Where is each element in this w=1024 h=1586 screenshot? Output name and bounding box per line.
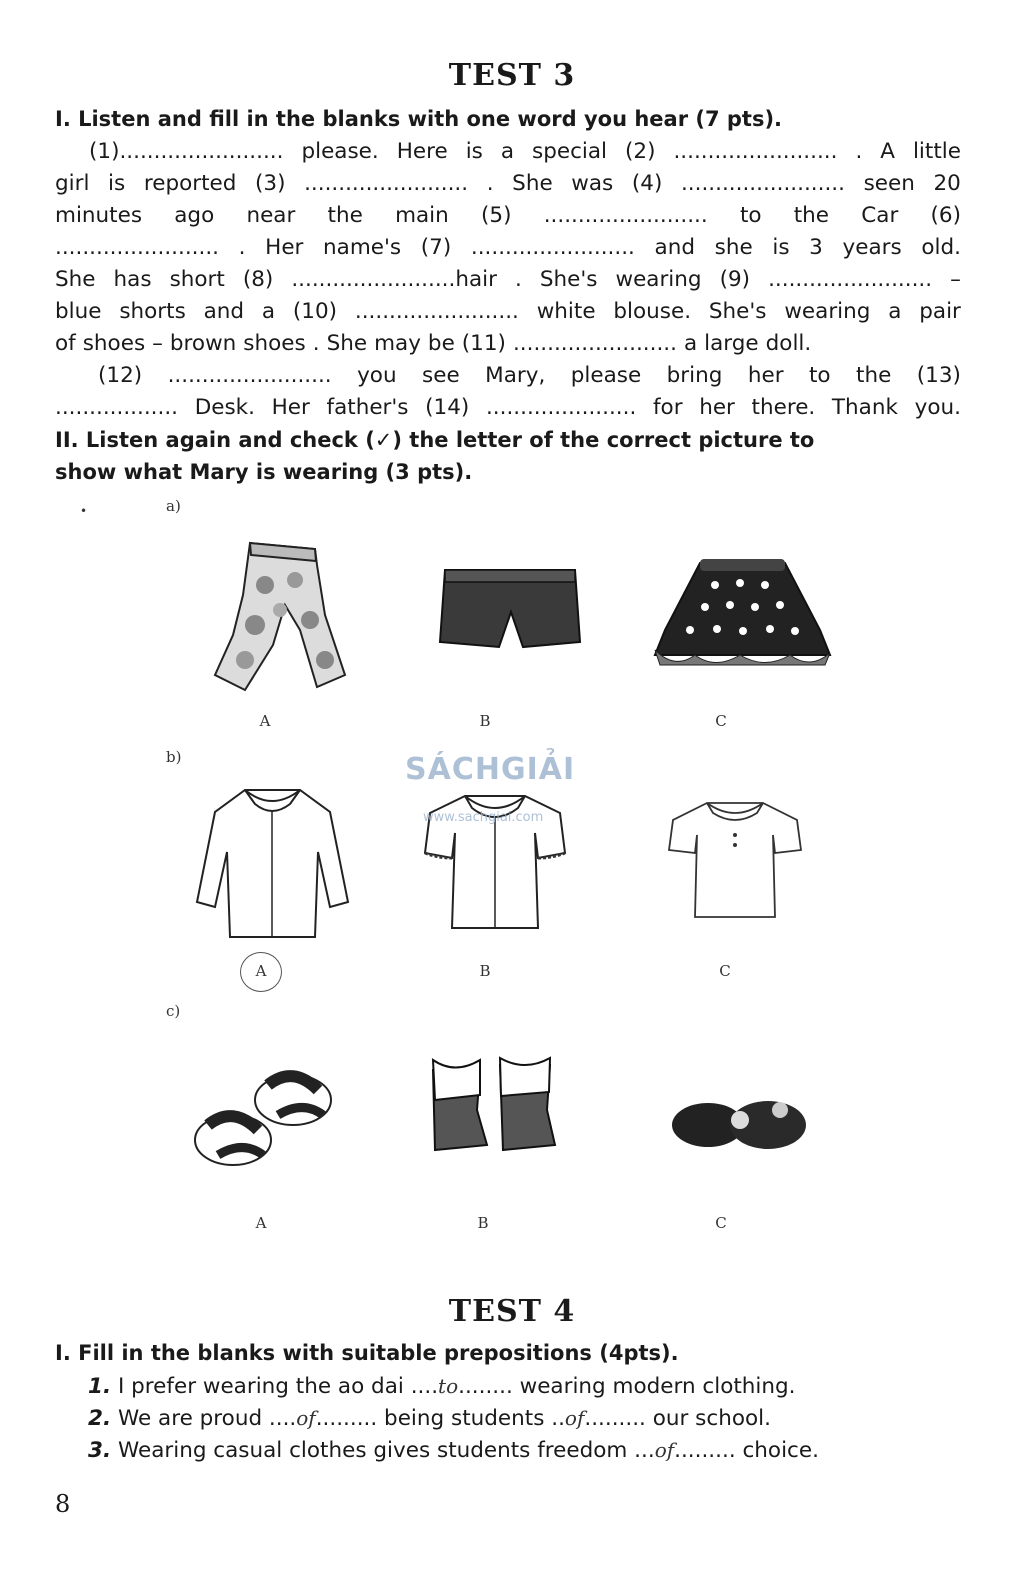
passage-word: she xyxy=(714,235,753,260)
group-b-option-a[interactable]: A xyxy=(255,962,267,980)
group-a-label: a) xyxy=(166,497,181,515)
passage-word: 3 xyxy=(809,235,823,260)
stray-mark: • xyxy=(80,504,88,518)
passage-word: . xyxy=(486,171,494,196)
passage-word: She's xyxy=(539,267,598,292)
item-2-text-b: ......... being students .. xyxy=(315,1406,565,1431)
passage-word: her xyxy=(699,395,735,420)
passage-line xyxy=(55,168,961,200)
group-b-option-c[interactable]: C xyxy=(719,962,731,980)
passage-word: special xyxy=(532,139,608,164)
page-number: 8 xyxy=(55,1490,71,1518)
passage-word: near xyxy=(246,203,296,228)
passage-word: father's xyxy=(326,395,409,420)
passage-word: ........................ xyxy=(680,171,845,196)
passage-word: large xyxy=(704,331,759,356)
passage-word: is xyxy=(772,235,790,260)
passage-word: Car xyxy=(861,203,899,228)
passage-word: Thank xyxy=(831,395,898,420)
passage-line xyxy=(55,360,961,392)
passage-word: and xyxy=(203,299,245,324)
passage-word: a xyxy=(261,299,276,324)
passage-word: (10) xyxy=(292,299,338,324)
passage-word: shorts xyxy=(119,299,186,324)
item-3-number: 3. xyxy=(88,1438,112,1463)
watermark-url: www.sachgiai.com xyxy=(423,810,544,825)
section2-heading-line1: II. Listen again and check (✓) the letter of the correct picture to xyxy=(55,428,815,452)
group-a-option-c[interactable]: C xyxy=(715,712,727,730)
passage-word: ........................ xyxy=(55,235,220,260)
item-1-text-a: I prefer wearing the ao dai .... xyxy=(117,1374,439,1399)
passage-word: pair xyxy=(919,299,961,324)
short-sleeve-blouse-plain-picture[interactable] xyxy=(665,795,805,925)
passage-word: .................. xyxy=(55,395,179,420)
item-3-text-b: ......... choice. xyxy=(674,1438,819,1463)
passage-word: the xyxy=(793,203,830,228)
passage-word: Desk. xyxy=(194,395,255,420)
item-1-answer[interactable]: to xyxy=(438,1374,459,1398)
passage-line xyxy=(55,200,961,232)
passage-word: (5) xyxy=(481,203,512,228)
item-2-text-a: We are proud .... xyxy=(117,1406,297,1431)
exercise-item-2 xyxy=(88,1402,968,1435)
group-c-option-a[interactable]: A xyxy=(255,1214,267,1232)
group-a-option-b[interactable]: B xyxy=(479,712,491,730)
passage-word: you xyxy=(357,363,397,388)
passage-word: (6) xyxy=(930,203,961,228)
test3-title: TEST 3 xyxy=(448,58,576,93)
passage-word: shoes xyxy=(243,331,306,356)
sandals-picture[interactable] xyxy=(188,1045,343,1180)
passage-word: Here xyxy=(396,139,448,164)
group-b-label: b) xyxy=(166,748,182,766)
section2-heading-line2: show what Mary is wearing (3 pts). xyxy=(55,460,473,484)
passage-word: ........................ xyxy=(768,267,933,292)
passage-word: for xyxy=(652,395,683,420)
item-2-answer-2[interactable]: of xyxy=(564,1406,585,1430)
group-a-option-a[interactable]: A xyxy=(259,712,271,730)
passage-word: (8) xyxy=(242,267,274,292)
passage-word: (7) xyxy=(420,235,452,260)
passage-word: blouse. xyxy=(613,299,692,324)
passage-word: ........................ xyxy=(354,299,519,324)
item-1-text-b: ........ wearing modern clothing. xyxy=(458,1374,796,1399)
passage-word: (4) xyxy=(631,171,663,196)
passage-word: minutes xyxy=(55,203,143,228)
test3-section2-heading xyxy=(55,424,965,488)
long-sleeve-blouse-picture[interactable] xyxy=(190,782,355,947)
passage-word: wearing xyxy=(784,299,871,324)
passage-word: Mary, xyxy=(485,363,546,388)
passage-word: . xyxy=(855,139,863,164)
passage-word: . xyxy=(312,331,320,356)
item-2-text-c: ......... our school. xyxy=(584,1406,771,1431)
passage-line xyxy=(55,392,961,424)
passage-word: girl xyxy=(55,171,90,196)
dark-shorts-picture[interactable] xyxy=(435,562,585,657)
test4-section1-heading: I. Fill in the blanks with suitable prepositions (4pts). xyxy=(55,1341,679,1365)
passage-word: (12) xyxy=(98,363,143,388)
passage-word: (1)........................ xyxy=(89,139,284,164)
passage-word: ........................ xyxy=(512,331,677,356)
passage-word: please. xyxy=(301,139,379,164)
passage-word: main xyxy=(395,203,449,228)
passage-word: . xyxy=(514,267,522,292)
passage-word: short xyxy=(169,267,225,292)
passage-word: (13) xyxy=(916,363,961,388)
passage-word: is xyxy=(108,171,126,196)
passage-word: the xyxy=(327,203,363,228)
passage-line xyxy=(55,232,961,264)
passage-word: (9) xyxy=(719,267,751,292)
passage-word: was xyxy=(571,171,614,196)
passage-word: – xyxy=(152,331,163,356)
passage-word: to xyxy=(809,363,831,388)
group-c-option-c[interactable]: C xyxy=(715,1214,727,1232)
passage-word: She xyxy=(326,331,368,356)
passage-word: wearing xyxy=(615,267,702,292)
passage-word: – xyxy=(950,267,961,292)
passage-word: to xyxy=(739,203,762,228)
passage-word: ........................ xyxy=(167,363,332,388)
passage-word: She xyxy=(512,171,553,196)
passage-word: be xyxy=(427,331,455,356)
patterned-trousers-picture[interactable] xyxy=(205,535,355,695)
passage-word: of xyxy=(55,331,76,356)
test3-section1-heading: I. Listen and fill in the blanks with one word you hear (7 pts). xyxy=(55,107,783,131)
passage-word: ........................ xyxy=(673,139,838,164)
passage-word: 20 xyxy=(933,171,961,196)
item-2-number: 2. xyxy=(88,1406,112,1431)
passage-line xyxy=(55,296,961,328)
passage-word: may xyxy=(374,331,421,356)
passage-word: A xyxy=(880,139,895,164)
passage-word: . xyxy=(238,235,246,260)
passage-word: old. xyxy=(921,235,961,260)
passage-word: (11) xyxy=(461,331,506,356)
polka-dot-skirt-picture[interactable] xyxy=(645,555,840,675)
passage-word: ........................ xyxy=(304,171,469,196)
passage-word: brown xyxy=(169,331,237,356)
exercise-item-3 xyxy=(88,1434,968,1467)
passage-word: a xyxy=(888,299,902,324)
passage-word: ........................hair xyxy=(291,267,497,292)
passage-word: you. xyxy=(914,395,961,420)
passage-word: bring xyxy=(666,363,723,388)
passage-word: She's xyxy=(708,299,767,324)
passage-word: has xyxy=(113,267,152,292)
passage-word: ...................... xyxy=(485,395,637,420)
passage-word: name's xyxy=(323,235,402,260)
passage-line xyxy=(55,264,961,296)
passage-word: ........................ xyxy=(470,235,635,260)
passage-word: a xyxy=(683,331,698,356)
listening-passage xyxy=(55,136,961,424)
passage-word: little xyxy=(912,139,961,164)
passage-word: (2) xyxy=(625,139,656,164)
watermark-name: SÁCHGIẢI xyxy=(405,752,576,787)
passage-word: white xyxy=(536,299,596,324)
passage-word: and xyxy=(654,235,695,260)
passage-word: years xyxy=(842,235,902,260)
passage-word: the xyxy=(856,363,892,388)
group-b-option-b[interactable]: B xyxy=(479,962,491,980)
watermark xyxy=(405,740,615,835)
passage-word: is xyxy=(465,139,483,164)
item-2-answer[interactable]: of xyxy=(296,1406,316,1430)
passage-word: (14) xyxy=(425,395,470,420)
test4-title: TEST 4 xyxy=(448,1294,576,1329)
passage-word: seen xyxy=(863,171,915,196)
passage-word: ago xyxy=(174,203,215,228)
passage-word: reported xyxy=(143,171,237,196)
passage-word: Her xyxy=(271,395,310,420)
group-c-label: c) xyxy=(166,1002,181,1020)
boots-picture[interactable] xyxy=(425,1050,560,1165)
passage-word: blue xyxy=(55,299,102,324)
passage-line xyxy=(55,136,961,168)
passage-word: Her xyxy=(265,235,304,260)
passage-word: shoes xyxy=(82,331,146,356)
passage-line xyxy=(55,328,961,360)
passage-word: there. xyxy=(751,395,816,420)
passage-word: (3) xyxy=(255,171,286,196)
passage-word: her xyxy=(747,363,784,388)
passage-word: She xyxy=(55,267,96,292)
passage-word: a xyxy=(500,139,515,164)
item-3-text-a: Wearing casual clothes gives students freedom ... xyxy=(117,1438,655,1463)
passage-word: please xyxy=(570,363,642,388)
passage-word: ........................ xyxy=(543,203,708,228)
slippers-picture[interactable] xyxy=(668,1080,813,1160)
exercise-item-1 xyxy=(88,1370,968,1403)
passage-word: see xyxy=(422,363,460,388)
item-3-answer[interactable]: of xyxy=(654,1438,675,1462)
group-c-option-b[interactable]: B xyxy=(477,1214,489,1232)
item-1-number: 1. xyxy=(88,1374,112,1399)
passage-word: doll. xyxy=(765,331,812,356)
